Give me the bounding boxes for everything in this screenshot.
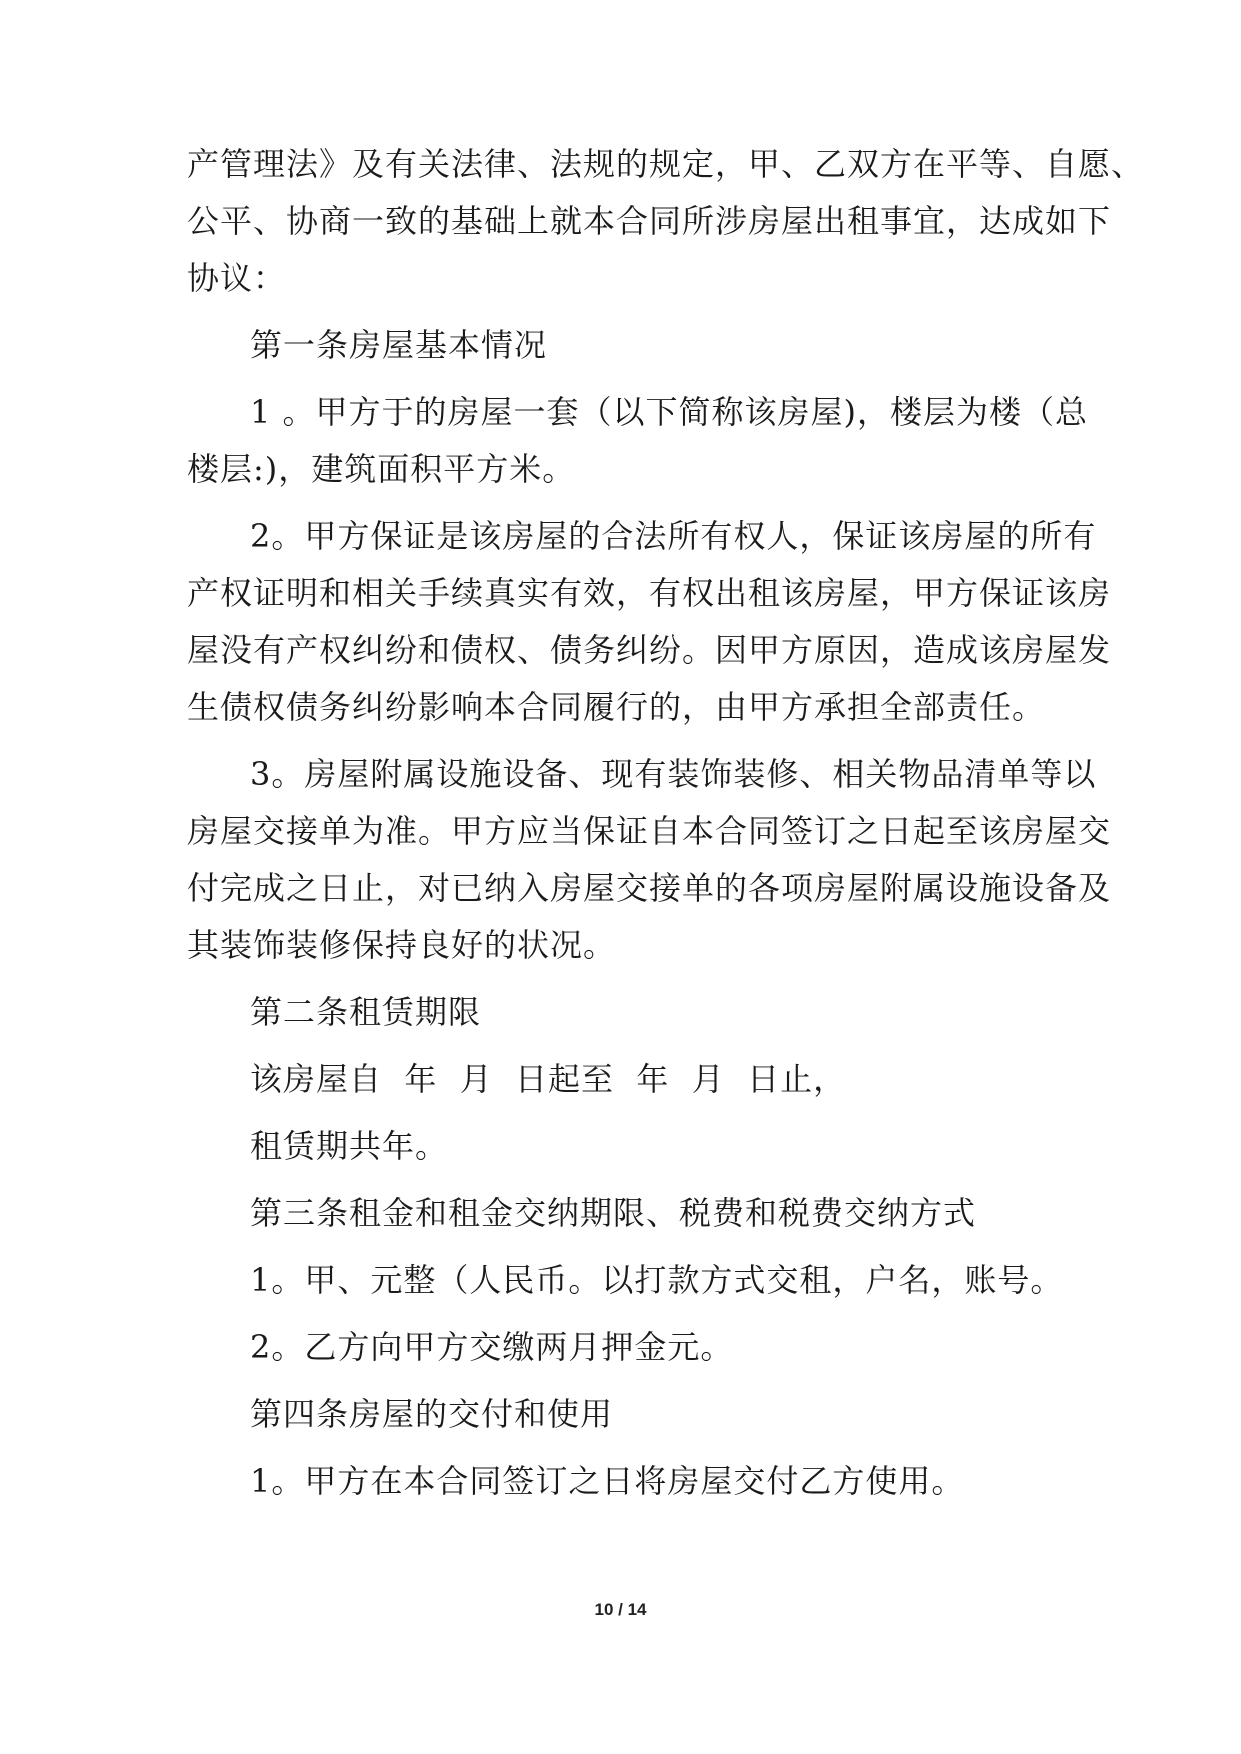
text-line: 屋没有产权纠纷和债权、债务纠纷。因甲方原因，造成该房屋发: [187, 631, 1112, 669]
text-line: 协议：: [187, 259, 287, 297]
section-heading: 第四条房屋的交付和使用: [250, 1395, 614, 1433]
page-number: 10 / 14: [594, 1600, 647, 1619]
section-heading: 第一条房屋基本情况: [250, 326, 548, 364]
text-line: 2。甲方保证是该房屋的合法所有权人，保证该房屋的所有: [250, 517, 1097, 555]
text-line: 生债权债务纠纷影响本合同履行的，由甲方承担全部责任。: [187, 688, 1046, 726]
text-line: 1。甲、元整（人民币。以打款方式交租，户名，账号。: [250, 1261, 1064, 1299]
text-line: 3。房屋附属设施设备、现有装饰装修、相关物品清单等以: [250, 755, 1097, 793]
text-line: 付完成之日止，对已纳入房屋交接单的各项房屋附属设施设备及: [187, 869, 1112, 907]
text-line: 产管理法》及有关法律、法规的规定，甲、乙双方在平等、自愿、: [187, 145, 1145, 183]
text-line: 楼层:)，建筑面积平方米。: [187, 450, 576, 488]
text-line: 房屋交接单为准。甲方应当保证自本合同签订之日起至该房屋交: [187, 812, 1112, 850]
text-line: 公平、协商一致的基础上就本合同所涉房屋出租事宜，达成如下: [187, 202, 1112, 240]
section-heading: 第二条租赁期限: [250, 993, 482, 1031]
text-line: 租赁期共年。: [250, 1127, 449, 1165]
text-line: 1。甲方在本合同签订之日将房屋交付乙方使用。: [250, 1462, 965, 1500]
text-line: 其装饰装修保持良好的状况。: [187, 926, 617, 964]
text-line: 产权证明和相关手续真实有效，有权出租该房屋，甲方保证该房: [187, 574, 1112, 612]
text-line: 2。乙方向甲方交缴两月押金元。: [250, 1328, 734, 1366]
text-line: 该房屋自 年 月 日起至 年 月 日止，: [250, 1060, 847, 1098]
text-line: 1 。甲方于的房屋一套（以下简称该房屋)，楼层为楼（总: [250, 393, 1089, 431]
section-heading: 第三条租金和租金交纳期限、税费和税费交纳方式: [250, 1194, 977, 1232]
